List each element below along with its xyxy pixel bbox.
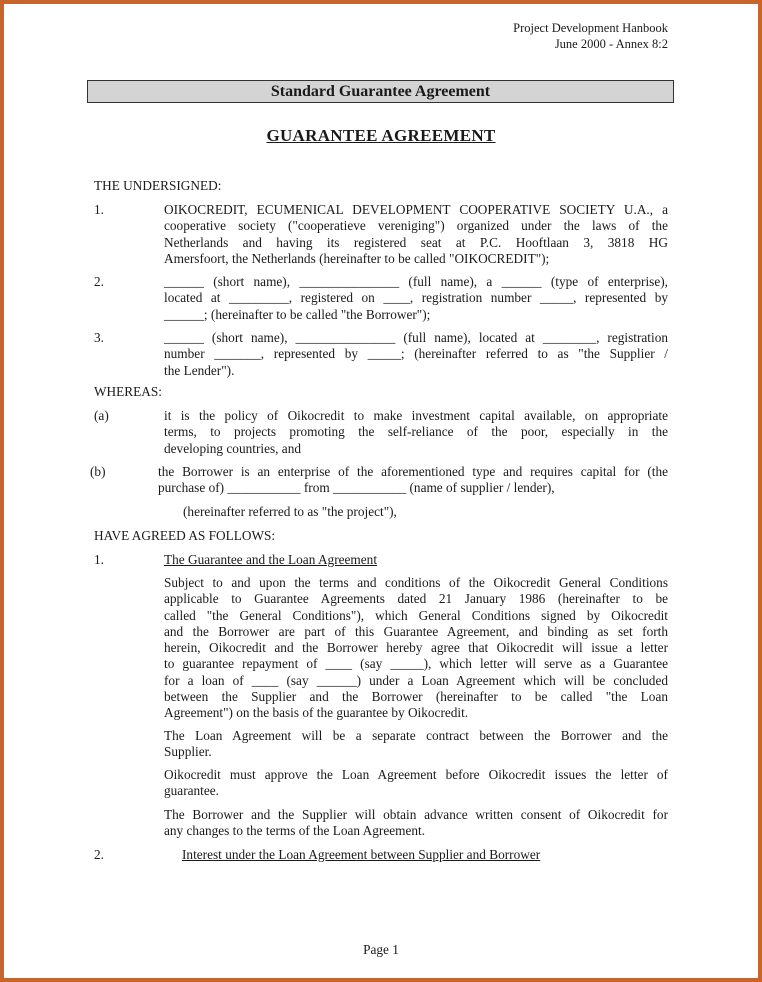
whereas-b-text bbox=[158, 464, 668, 497]
paragraph-line: Agreement") on the basis of the guarantee by Oikocredit. bbox=[164, 705, 469, 721]
paragraph-line: any changes to the terms of the Loan Agreement. bbox=[164, 823, 426, 839]
party-line: Netherlands and having its registered seat at P.C. Hooftlaan 3, 3818 HG bbox=[164, 234, 668, 250]
whereas-line: it is the policy of Oikocredit to make investment capital available, on appropriate bbox=[164, 408, 668, 423]
section-1-paragraph-1 bbox=[164, 575, 668, 722]
section-1-paragraph-3 bbox=[164, 767, 668, 800]
party-number: 2. bbox=[94, 274, 104, 289]
section-1-heading: The Guarantee and the Loan Agreement bbox=[164, 552, 378, 567]
party-1-text bbox=[164, 202, 668, 267]
party-line: ______ (short name), _______________ (full name), a ______ (type of enterprise), bbox=[164, 274, 668, 289]
whereas-line: terms, to projects promoting the self-reliance of the poor, especially in the bbox=[164, 424, 668, 440]
title-banner: Standard Guarantee Agreement bbox=[87, 80, 674, 103]
header-title: Project Development Hanbook bbox=[513, 21, 668, 35]
paragraph-line: for a loan of ____ (say ______) under a Loan Agreement which will be concluded bbox=[164, 672, 668, 688]
section-number: 1. bbox=[94, 552, 104, 567]
party-line: Amersfoort, the Netherlands (hereinafter to be called "OIKOCREDIT"); bbox=[164, 250, 550, 266]
paragraph-line: called "the General Conditions"), which General Conditions signed by Oikocredit bbox=[164, 607, 668, 623]
party-line: the Lender"). bbox=[164, 362, 235, 378]
party-2-text bbox=[164, 274, 668, 323]
party-line: ______ (short name), _______________ (full name), located at ________, registration bbox=[164, 330, 668, 345]
party-line: located at _________, registered on ____, registration number _____, represented by bbox=[164, 290, 668, 306]
whereas-label: (b) bbox=[90, 464, 106, 479]
paragraph-line: herein, Oikocredit and the Borrower hereby agree that Oikocredit will issue a letter bbox=[164, 640, 668, 656]
party-line: cooperative society ("cooperatieve vereniging") organized under the laws of the bbox=[164, 218, 668, 234]
whereas-heading: WHEREAS: bbox=[94, 384, 162, 399]
page-number: Page 1 bbox=[363, 942, 399, 957]
party-line: number _______, represented by _____; (hereinafter referred to as "the Supplier / bbox=[164, 346, 668, 362]
section-1-paragraph-4 bbox=[164, 807, 668, 840]
undersigned-heading: THE UNDERSIGNED: bbox=[94, 178, 222, 193]
paragraph-line: to guarantee repayment of ____ (say _____), which letter will serve as a Guarantee bbox=[164, 656, 668, 672]
whereas-b-extra: (hereinafter referred to as "the project"), bbox=[183, 504, 397, 519]
party-number: 3. bbox=[94, 330, 104, 345]
party-line: ______; (hereinafter to be called "the Borrower"); bbox=[164, 306, 431, 322]
section-number: 2. bbox=[94, 847, 104, 862]
whereas-line: the Borrower is an enterprise of the aforementioned type and requires capital for (the bbox=[158, 464, 668, 479]
whereas-label: (a) bbox=[94, 408, 109, 423]
party-line: OIKOCREDIT, ECUMENICAL DEVELOPMENT COOPERATIVE SOCIETY U.A., a bbox=[164, 202, 668, 217]
whereas-a-text bbox=[164, 408, 668, 457]
paragraph-line: The Borrower and the Supplier will obtain advance written consent of Oikocredit for bbox=[164, 807, 668, 822]
paragraph-line: guarantee. bbox=[164, 783, 219, 799]
paragraph-line: between the Supplier and the Borrower (hereinafter to be called "the Loan bbox=[164, 689, 668, 705]
header-date: June 2000 - Annex 8:2 bbox=[554, 37, 668, 51]
section-1-paragraph-2 bbox=[164, 728, 668, 761]
party-3-text bbox=[164, 330, 668, 379]
whereas-line: developing countries, and bbox=[164, 440, 301, 456]
paragraph-line: Supplier. bbox=[164, 744, 212, 760]
paragraph-line: applicable to Guarantee Agreements dated 21 January 1986 (hereinafter to be bbox=[164, 591, 668, 607]
whereas-line: purchase of) ___________ from ___________ (name of supplier / lender), bbox=[158, 480, 555, 496]
paragraph-line: and the Borrower are part of this Guarantee Agreement, and binding as set forth bbox=[164, 623, 668, 639]
agreed-heading: HAVE AGREED AS FOLLOWS: bbox=[94, 528, 276, 543]
party-number: 1. bbox=[94, 202, 104, 217]
paragraph-line: The Loan Agreement will be a separate contract between the Borrower and the bbox=[164, 728, 668, 743]
paragraph-line: Oikocredit must approve the Loan Agreement before Oikocredit issues the letter of bbox=[164, 767, 668, 782]
paragraph-line: Subject to and upon the terms and conditions of the Oikocredit General Conditions bbox=[164, 575, 668, 590]
document-title: GUARANTEE AGREEMENT bbox=[266, 126, 496, 145]
section-2-heading: Interest under the Loan Agreement between Supplier and Borrower bbox=[182, 847, 541, 862]
